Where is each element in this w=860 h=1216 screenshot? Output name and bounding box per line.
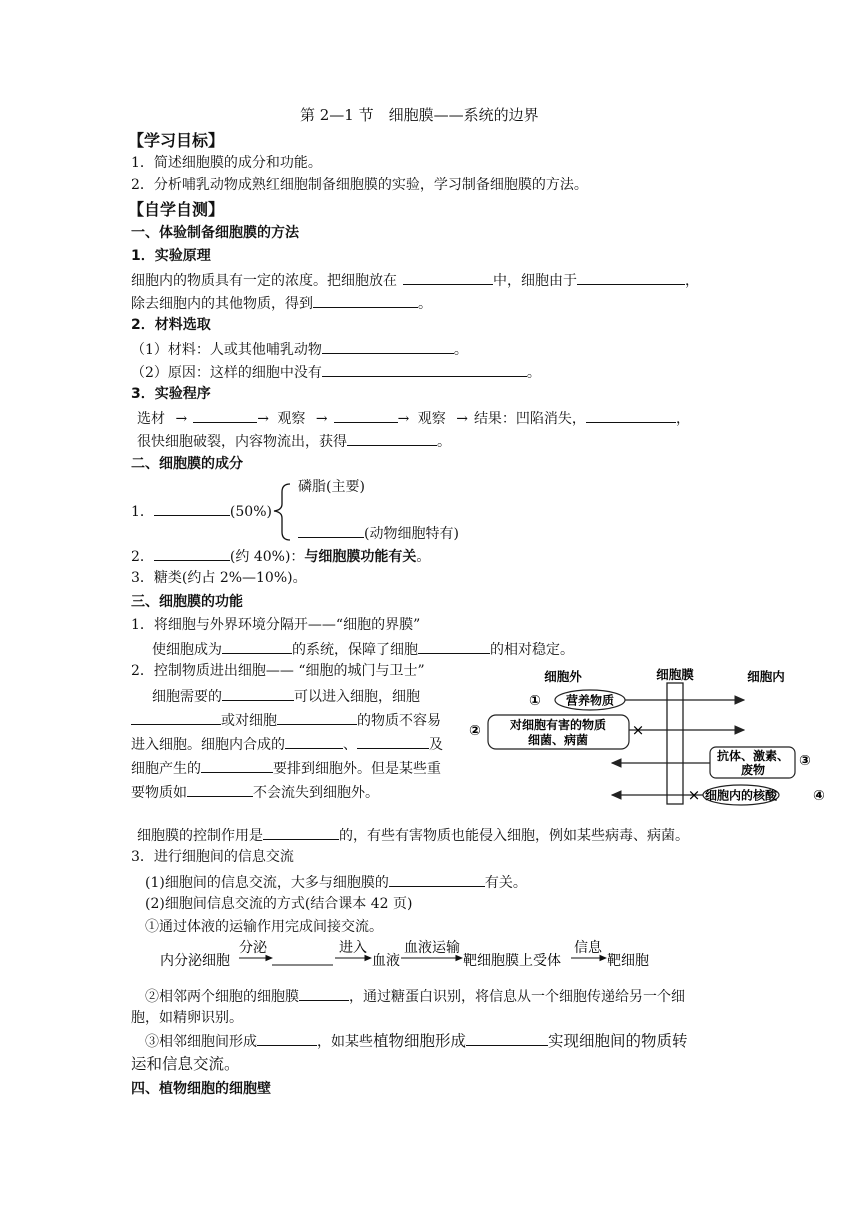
- blank: [322, 362, 527, 377]
- blank: [201, 758, 273, 773]
- component-1: [131, 501, 272, 521]
- blank: [222, 639, 292, 654]
- text: 选材: [137, 411, 165, 427]
- num-3: ③: [799, 753, 811, 769]
- section-3-heading: 三、细胞膜的功能: [131, 594, 243, 610]
- text: 要排到细胞外。但是某些重: [273, 761, 441, 777]
- chain-label-info: 信息: [574, 940, 602, 956]
- text: 有关。: [484, 875, 527, 891]
- text: 。: [437, 434, 451, 450]
- text: 使细胞成为: [152, 642, 222, 658]
- harmful-label-2: 细菌、病菌: [527, 733, 589, 747]
- component-3: 3．糖类(约占 2%—10%)。: [131, 570, 307, 586]
- function-2-line-1: [152, 686, 420, 706]
- materials-line-2: [131, 362, 541, 382]
- blank: [418, 639, 490, 654]
- blank: [586, 408, 676, 423]
- text: 。: [453, 342, 468, 358]
- text: 。: [526, 365, 541, 381]
- blank: [313, 293, 418, 308]
- blank: [299, 986, 349, 1001]
- blank: [334, 408, 398, 423]
- section-1-heading: 一、体验制备细胞膜的方法: [131, 225, 299, 241]
- principle-line-2: [131, 293, 432, 313]
- text: ，通过糖蛋白识别，将信息从一个细胞传递给另一个细: [349, 989, 685, 1005]
- text: 的，有些有害物质也能侵入细胞，例如某些病毒、病菌。: [339, 828, 689, 844]
- text: ，如某些: [317, 1034, 373, 1050]
- text: 细胞需要的: [152, 689, 222, 705]
- text: 细胞膜的控制作用是: [137, 828, 263, 844]
- membrane-label: 细胞膜: [656, 667, 694, 682]
- function-3: 3．进行细胞间的信息交流: [131, 849, 294, 865]
- function-3-1: [145, 872, 527, 892]
- chain-label-secrete: 分泌: [239, 940, 267, 956]
- block-mark-2: ×: [631, 721, 645, 739]
- harmful-label-1: 对细胞有害的物质: [509, 718, 607, 732]
- signal-chain: [155, 938, 675, 972]
- num-2: ②: [469, 723, 481, 739]
- procedure-line-1: [137, 408, 690, 428]
- function-3-2: (2)细胞间信息交流的方式(结合课本 42 页): [145, 896, 413, 912]
- text: 除去细胞内的其他物质，得到: [131, 296, 313, 312]
- blank: [322, 339, 454, 354]
- blank: [154, 501, 230, 516]
- text: 可以进入细胞，细胞: [294, 689, 420, 705]
- text: 不会流失到细胞外。: [253, 785, 379, 801]
- blank: [466, 1031, 548, 1046]
- arrow: →: [175, 411, 188, 427]
- principle-heading: 1．实验原理: [131, 248, 211, 264]
- blank: [263, 825, 339, 840]
- text: 细胞产生的: [131, 761, 201, 777]
- text: 很快细胞破裂，内容物流出，获得: [137, 434, 347, 450]
- cholesterol-line: [298, 523, 459, 543]
- membrane-transport-diagram: [468, 660, 840, 810]
- text: (动物细胞特有): [364, 526, 459, 542]
- method-3-line-1: [145, 1031, 688, 1051]
- num-1: ①: [529, 693, 541, 709]
- text: 观察: [277, 411, 306, 427]
- arrow: →: [397, 411, 410, 427]
- num-4: ④: [813, 788, 825, 804]
- page-title: 第 2—1 节 细胞膜——系统的边界: [300, 106, 539, 124]
- text: 进入细胞。细胞内合成的: [131, 737, 285, 753]
- arrow: →: [257, 411, 269, 427]
- text: 中，细胞由于: [493, 273, 577, 289]
- text: 结果：凹陷消失，: [473, 411, 586, 427]
- blank: [403, 270, 493, 285]
- text: 要物质如: [131, 785, 187, 801]
- text: 及: [429, 737, 443, 753]
- chain-label-enter: 进入: [339, 940, 367, 956]
- text: 。: [416, 549, 431, 565]
- function-1: 1．将细胞与外界环境分隔开——“细胞的界膜”: [131, 617, 421, 633]
- arrow: →: [315, 411, 328, 427]
- blank: [389, 872, 485, 887]
- function-2-line-5: [131, 782, 379, 802]
- blank: [357, 734, 429, 749]
- nucleic-label: 细胞内的核酸: [704, 788, 778, 803]
- chain-label-transport: 血液运输: [404, 940, 460, 956]
- function-2-line-3: [131, 734, 443, 754]
- blank: [193, 408, 257, 423]
- text: 或对细胞: [221, 713, 277, 729]
- chain-target-cell: 靶细胞: [607, 953, 649, 969]
- materials-line-1: [131, 339, 468, 359]
- procedure-line-2: [137, 431, 451, 451]
- text: 实现细胞间的物质转: [548, 1032, 688, 1050]
- text: 2．: [131, 549, 154, 565]
- arrow: →: [456, 411, 468, 427]
- blank: [298, 523, 364, 538]
- control-line: [137, 825, 689, 845]
- outside-label: 细胞外: [544, 669, 582, 684]
- text: 细胞内的物质具有一定的浓度。把细胞放在: [131, 273, 397, 289]
- function-2-line-2: [131, 710, 441, 730]
- text: (1)细胞间的信息交流，大多与细胞膜的: [145, 875, 389, 891]
- antibody-label-2: 废物: [740, 763, 766, 777]
- text: （2）原因：这样的细胞中没有: [131, 365, 322, 381]
- text: 植物细胞形成: [373, 1032, 467, 1050]
- blank: [277, 710, 357, 725]
- function-1-detail: [152, 639, 574, 659]
- blank: [187, 782, 253, 797]
- component-2: [131, 546, 430, 566]
- principle-line-1: [131, 270, 699, 290]
- blank: [131, 710, 221, 725]
- text: (约 40%)：: [229, 549, 305, 565]
- chain-endocrine-cell: 内分泌细胞: [160, 953, 230, 969]
- procedure-heading: 3．实验程序: [131, 386, 211, 402]
- method-2-line-2: 胞，如精卵识别。: [131, 1010, 243, 1026]
- text: 与细胞膜功能有关: [304, 549, 417, 565]
- method-2-line-1: [145, 986, 685, 1006]
- blank: [222, 686, 294, 701]
- method-3-line-2: 运和信息交流。: [131, 1055, 240, 1073]
- self-test-heading: 【自学自测】: [128, 200, 225, 219]
- text: (50%): [229, 504, 272, 520]
- brace-icon: [270, 482, 292, 542]
- blank: [154, 546, 230, 561]
- text: ③相邻细胞间形成: [145, 1034, 257, 1050]
- text: 。: [418, 296, 432, 312]
- blank: [285, 734, 343, 749]
- method-1: ①通过体液的运输作用完成间接交流。: [145, 919, 383, 935]
- text: 的物质不容易: [357, 713, 441, 729]
- text: 1．: [131, 504, 154, 520]
- blank: [347, 431, 437, 446]
- text: ，: [675, 411, 690, 427]
- goal-item-1: 1．简述细胞膜的成分和功能。: [131, 155, 322, 171]
- phospholipid-label: 磷脂(主要): [298, 479, 365, 495]
- text: 、: [343, 737, 357, 753]
- function-2-line-4: [131, 758, 441, 778]
- text: （1）材料：人或其他哺乳动物: [131, 342, 322, 358]
- text: 的相对稳定。: [490, 642, 574, 658]
- section-2-heading: 二、细胞膜的成分: [131, 456, 243, 472]
- function-2: 2．控制物质进出细胞—— “细胞的城门与卫士”: [131, 663, 425, 679]
- chain-receptor: 靶细胞膜上受体: [463, 953, 561, 969]
- blank: [257, 1031, 317, 1046]
- goal-item-2: 2．分析哺乳动物成熟红细胞制备细胞膜的实验，学习制备细胞膜的方法。: [131, 177, 588, 193]
- membrane-bar: [667, 683, 683, 804]
- text: ②相邻两个细胞的细胞膜: [145, 989, 299, 1005]
- text: 的系统，保障了细胞: [292, 642, 418, 658]
- materials-heading: 2．材料选取: [131, 317, 211, 333]
- text: ，: [685, 273, 699, 289]
- nutrients-label: 营养物质: [565, 693, 615, 708]
- chain-blood: 血液: [372, 953, 400, 969]
- blank: [577, 270, 685, 285]
- text: 观察: [417, 411, 446, 427]
- antibody-label-1: 抗体、激素、: [716, 749, 790, 763]
- goals-heading: 【学习目标】: [128, 131, 225, 150]
- block-mark-4: ×: [687, 786, 701, 804]
- inside-label: 细胞内: [747, 669, 785, 684]
- section-4-heading: 四、植物细胞的细胞壁: [131, 1081, 271, 1097]
